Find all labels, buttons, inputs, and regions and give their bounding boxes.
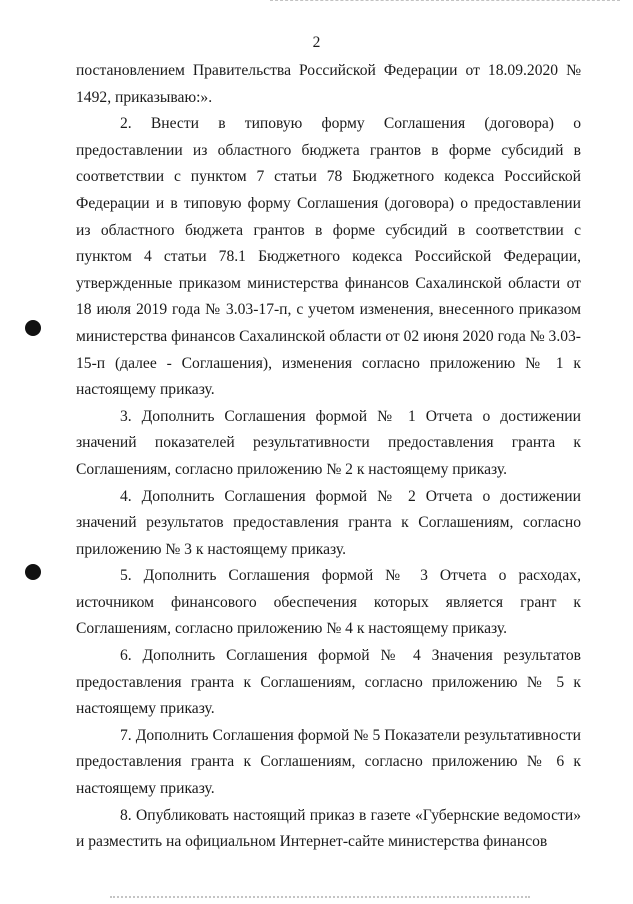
- paragraph-item-8: 8. Опубликовать настоящий приказ в газете «Губернские ведомости» и разместить на официальном Интернет-сайте министерства финансов: [76, 806, 581, 851]
- paragraph-item-3: 3. Дополнить Соглашения формой № 1 Отчета о достижении значений показателей результативности предоставления гранта к Соглашениям, согласно приложению № 2 к настоящему приказу.: [76, 407, 581, 478]
- paragraph-item-4: 4. Дополнить Соглашения формой № 2 Отчета о достижении значений результатов предоставления гранта к Соглашениям, согласно приложению № 3 к настоящему приказу.: [76, 487, 581, 558]
- paragraph-item-7: 7. Дополнить Соглашения формой № 5 Показатели результативности предоставления гранта к Соглашениям, согласно приложению № 6 к настоящему приказу.: [76, 726, 581, 798]
- paragraph-item-2: 2. Внести в типовую форму Соглашения (договора) о предоставлении из областного бюджета грантов в форме субсидий в соответствии с пунктом 7 статьи 78 Бюджетного кодекса Российской Федерации и в типовую форму Соглашения (договора) о предоставлении из областного бюджета грантов в форме субсидий в соответствии с пунктом 4 статьи 78.1 Бюджетного кодекса Российской Федерации, утвержденные приказом министерства финансов Сахалинской области от 18 июля 2019 года № 3.03-17-п, с учетом изменения, внесенного приказом министерства финансов Сахалинской области от 02 июня 2020 года № 3.03-15-п (далее - Соглашения), изменения согласно приложению № 1 к настоящему приказу.: [76, 115, 581, 399]
- scan-artifact-bottom: [110, 896, 530, 900]
- paragraph-continuation: постановлением Правительства Российской Федерации от 18.09.2020 № 1492, приказываю:».: [76, 62, 581, 106]
- paragraph-item-5: 5. Дополнить Соглашения формой № 3 Отчета о расходах, источником финансового обеспечения которых является грант к Соглашениям, согласно приложению № 4 к настоящему приказу.: [76, 567, 581, 638]
- punch-hole-icon: [25, 564, 41, 580]
- document-body: [76, 58, 581, 856]
- paragraph-item-6: 6. Дополнить Соглашения формой № 4 Значения результатов предоставления гранта к Соглашениям, согласно приложению № 5 к настоящему приказу.: [76, 647, 581, 718]
- punch-hole-icon: [25, 320, 41, 336]
- scan-artifact-top: [270, 0, 620, 3]
- page-number: 2: [312, 34, 321, 51]
